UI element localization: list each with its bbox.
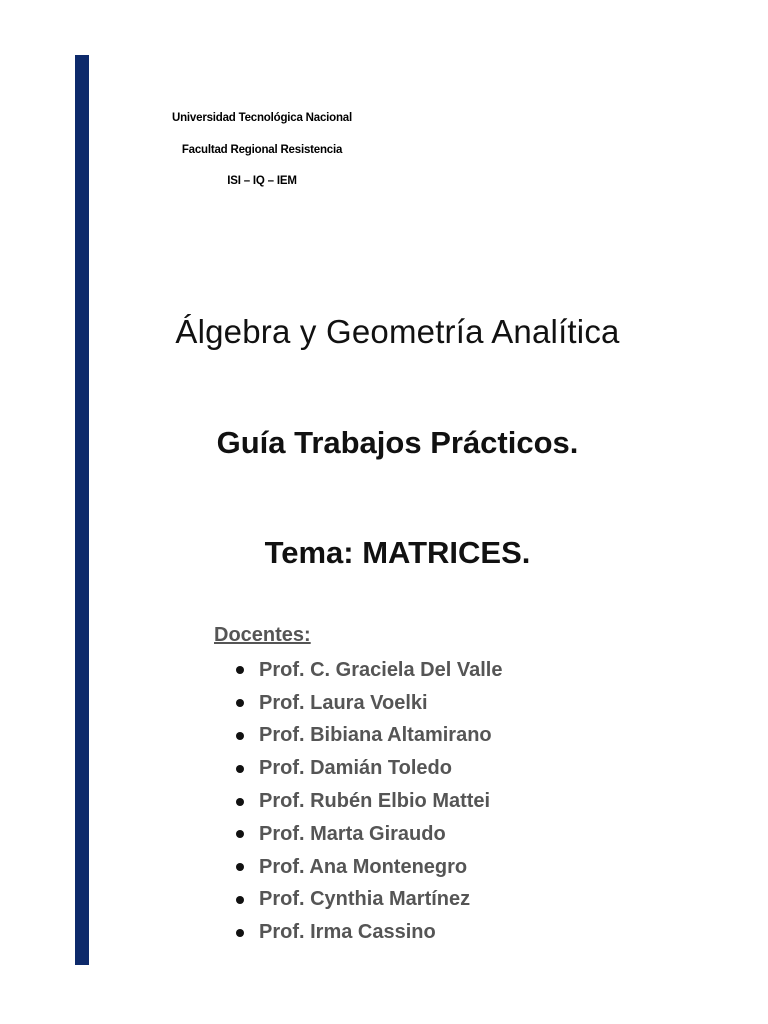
bullet-icon bbox=[236, 732, 244, 740]
topic-title: Tema: MATRICES. bbox=[264, 535, 531, 570]
bullet-icon bbox=[236, 929, 244, 937]
bullet-icon bbox=[236, 699, 244, 707]
docente-item bbox=[236, 785, 502, 818]
bullet-icon bbox=[236, 863, 244, 871]
docente-name: Prof. Bibiana Altamirano bbox=[259, 724, 492, 747]
docente-item bbox=[236, 884, 502, 917]
docente-name: Prof. Ana Montenegro bbox=[259, 855, 468, 878]
docente-name: Prof. Irma Cassino bbox=[259, 921, 436, 944]
docente-name: Prof. Damián Toledo bbox=[259, 757, 452, 780]
docentes-list bbox=[236, 654, 502, 949]
docente-item bbox=[236, 851, 502, 884]
docentes-label: Docentes: bbox=[214, 624, 311, 646]
docente-item bbox=[236, 654, 502, 687]
university-name: Universidad Tecnológica Nacional bbox=[172, 112, 352, 124]
bullet-icon bbox=[236, 765, 244, 773]
bullet-icon bbox=[236, 798, 244, 806]
docente-item bbox=[236, 752, 502, 785]
guide-title: Guía Trabajos Prácticos. bbox=[216, 425, 579, 460]
docente-name: Prof. Rubén Elbio Mattei bbox=[259, 790, 491, 813]
docente-item bbox=[236, 818, 502, 851]
docente-item bbox=[236, 916, 502, 949]
docente-item bbox=[236, 720, 502, 753]
careers-line: ISI – IQ – IEM bbox=[227, 175, 297, 187]
bullet-icon bbox=[236, 896, 244, 904]
faculty-name: Facultad Regional Resistencia bbox=[181, 144, 343, 156]
docente-name: Prof. Cynthia Martínez bbox=[259, 888, 471, 911]
bullet-icon bbox=[236, 830, 244, 838]
docente-name: Prof. C. Graciela Del Valle bbox=[259, 658, 503, 681]
docente-item bbox=[236, 687, 502, 720]
docente-name: Prof. Laura Voelki bbox=[259, 691, 428, 714]
accent-bar bbox=[75, 55, 89, 965]
subject-title: Álgebra y Geometría Analítica bbox=[175, 313, 620, 350]
bullet-icon bbox=[236, 666, 244, 674]
docente-name: Prof. Marta Giraudo bbox=[259, 822, 446, 845]
